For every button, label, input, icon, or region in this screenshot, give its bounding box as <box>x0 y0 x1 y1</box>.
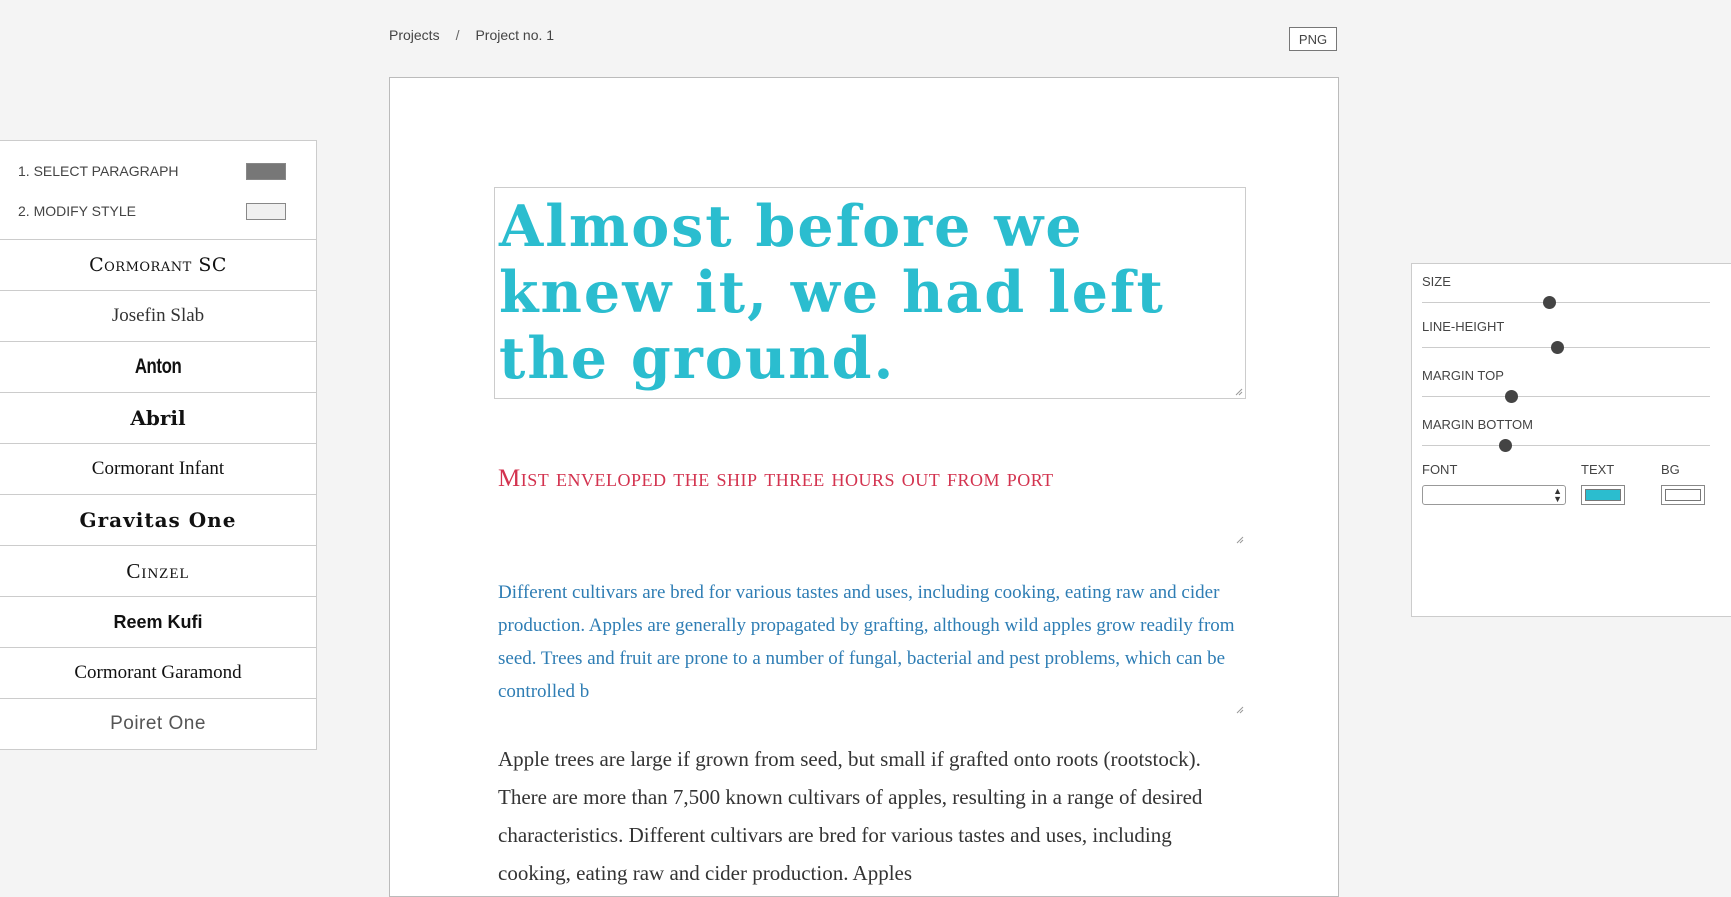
font-option-poiret-one[interactable]: Poiret One <box>110 713 206 734</box>
font-select[interactable] <box>1422 485 1566 505</box>
document-canvas <box>389 77 1339 897</box>
margin-top-label: MARGIN TOP <box>1422 368 1504 383</box>
font-option-cormorant-infant[interactable]: Cormorant Infant <box>0 444 316 495</box>
step-select-paragraph <box>0 151 316 191</box>
margin-top-slider[interactable] <box>1422 389 1710 403</box>
bg-color-swatch <box>1665 489 1701 501</box>
steps-section <box>0 141 316 240</box>
paragraph-body-1-text[interactable]: Different cultivars are bred for various tastes and uses, including cooking, eating raw and cider production. Apples are generally propagated by grafting, although wild apples grow readily from seed. Trees and fruit are prone to a number of fungal, bacterial and pest problems, which can be controlled b <box>498 582 1235 702</box>
line-height-slider[interactable] <box>1422 340 1710 354</box>
font-option-cormorant-sc[interactable]: Cormorant SC <box>0 240 316 291</box>
breadcrumb <box>389 27 554 43</box>
select-paragraph-swatch[interactable] <box>246 163 286 180</box>
style-panel <box>1411 263 1731 617</box>
paragraph-subheading[interactable] <box>494 456 1246 546</box>
paragraph-body-2-text[interactable]: Apple trees are large if grown from seed, but small if grafted onto roots (rootstock). There are more than 7,500 known cultivars of apples, resulting in a range of desired characteristics. Different cultivars are bred for various tastes and uses, including cooking, eating raw and cider production. Apples <box>498 747 1203 885</box>
export-png-button[interactable]: PNG <box>1289 27 1337 51</box>
font-option-cormorant-garamond[interactable]: Cormorant Garamond <box>0 648 316 699</box>
resize-handle-icon[interactable] <box>1236 536 1244 544</box>
font-option-anton-label: Anton <box>134 355 182 378</box>
bg-color-picker[interactable] <box>1661 485 1705 505</box>
left-panel <box>0 140 317 750</box>
select-arrows-icon: ▲ ▼ <box>1553 486 1562 504</box>
step-select-paragraph-label: 1. SELECT PARAGRAPH <box>18 163 179 179</box>
margin-bottom-label: MARGIN BOTTOM <box>1422 417 1533 432</box>
size-slider-thumb[interactable] <box>1543 296 1556 309</box>
breadcrumb-projects-link[interactable]: Projects <box>389 27 440 43</box>
paragraph-heading[interactable] <box>494 187 1246 399</box>
font-color-row <box>1422 462 1725 522</box>
size-label: SIZE <box>1422 274 1451 289</box>
margin-top-slider-thumb[interactable] <box>1505 390 1518 403</box>
font-label: FONT <box>1422 462 1458 477</box>
bg-color-label: BG <box>1661 462 1680 477</box>
step-modify-style <box>0 191 316 231</box>
paragraph-subheading-text[interactable]: Mist enveloped the ship three hours out from port <box>498 465 1054 492</box>
line-height-label: LINE-HEIGHT <box>1422 319 1505 334</box>
font-option-josefin-slab[interactable]: Josefin Slab <box>0 291 316 342</box>
size-slider[interactable] <box>1422 295 1710 309</box>
paragraph-body-2[interactable] <box>494 740 1246 897</box>
breadcrumb-separator: / <box>455 27 460 43</box>
modify-style-swatch[interactable] <box>246 203 286 220</box>
line-height-slider-thumb[interactable] <box>1551 341 1564 354</box>
font-option-reem-kufi[interactable]: Reem Kufi <box>0 597 316 648</box>
font-option-abril[interactable]: Abril <box>0 393 316 444</box>
font-option-gravitas-one[interactable]: Gravitas One <box>0 495 316 546</box>
text-color-picker[interactable] <box>1581 485 1625 505</box>
step-modify-style-label: 2. MODIFY STYLE <box>18 203 136 219</box>
breadcrumb-current-project[interactable]: Project no. 1 <box>475 27 555 43</box>
font-option-cinzel[interactable]: Cinzel <box>0 546 316 597</box>
paragraph-body-1[interactable] <box>494 576 1246 716</box>
text-color-swatch <box>1585 489 1621 501</box>
font-option-anton[interactable] <box>0 342 316 393</box>
resize-handle-icon[interactable] <box>1236 706 1244 714</box>
text-color-label: TEXT <box>1581 462 1615 477</box>
margin-bottom-slider-thumb[interactable] <box>1499 439 1512 452</box>
margin-bottom-slider[interactable] <box>1422 438 1710 452</box>
resize-handle-icon[interactable] <box>1235 388 1243 396</box>
paragraph-heading-text[interactable]: Almost before we knew it, we had left the ground. <box>499 193 1165 392</box>
